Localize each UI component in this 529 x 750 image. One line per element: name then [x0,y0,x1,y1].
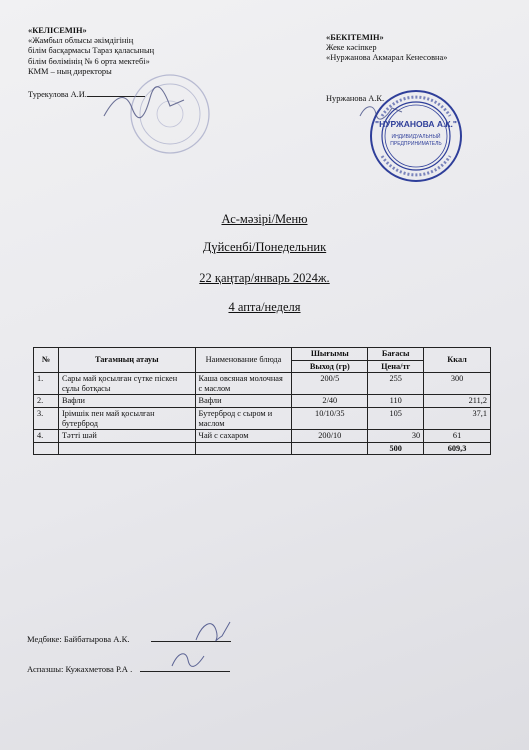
nurse-signature [190,614,234,648]
row-kcal: 37,1 [424,407,491,429]
row-num: 4. [34,430,59,443]
total-kcal: 609,3 [424,442,491,455]
row-name-ru: Каша овсяная молочная с маслом [195,373,292,395]
row-output: 200/5 [292,373,368,395]
approve-right-title: «БЕКІТЕМІН» [326,33,384,42]
total-price: 500 [368,442,424,455]
header-output: Шығымы [292,348,368,361]
row-name-ru: Чай с сахаром [195,430,292,443]
table-total-row [34,442,491,455]
approve-right-signer: Нуржанова А.К. [326,93,385,103]
row-output: 200/10 [292,430,368,443]
stamp-sub2: ПРЕДПРИНИМАТЕЛЬ [390,141,442,147]
menu-title: Ас-мәзірі/Меню [221,212,308,226]
approve-left-title: «КЕЛІСЕМІН» [28,26,87,35]
director-signature [98,86,190,126]
nurse-name: Медбике: Байбатырова А.К. [27,634,130,644]
row-num: 2. [34,395,59,408]
entrepreneur-signature [356,100,406,122]
row-name-kz: Ірімшік пен май қосылған бутерброд [58,407,195,429]
row-output: 10/10/35 [292,407,368,429]
table-row [34,430,491,443]
menu-table [33,347,491,455]
approve-left-line4: КММ – ның директоры [28,66,112,76]
row-price: 105 [368,407,424,429]
row-name-kz: Сары май қосылған сүтке піскен сұлы ботқасы [58,373,195,395]
menu-date: 22 қаңтар/январь 2024ж. [199,271,330,285]
row-name-kz: Тәтті шәй [58,430,195,443]
cook-name: Аспазшы: Кужахметова Р.А . [27,664,133,674]
approve-right-line2: «Нуржанова Акмарал Кенесовна» [326,53,448,63]
menu-day: Дүйсенбі/Понедельник [202,240,327,254]
row-price: 255 [368,373,424,395]
menu-week: 4 апта/неделя [228,300,301,314]
row-num: 1. [34,373,59,395]
row-name-kz: Вафли [58,395,195,408]
stamp-sub1: ИНДИВИДУАЛЬНЫЙ [391,134,441,140]
row-kcal: 211,2 [424,395,491,408]
header-num: № [34,348,59,373]
row-name-ru: Вафли [195,395,292,408]
header-kcal: Ккал [424,348,491,373]
table-row [34,407,491,429]
table-header-row [34,348,491,361]
row-output: 2/40 [292,395,368,408]
approve-left-line2: білім басқармасы Тараз қаласының [28,46,155,56]
approve-left-line1: «Жамбыл облысы әкімдігінің [28,36,134,46]
approve-right-line1: Жеке кәсіпкер [326,43,377,53]
header-output-sub: Выход (гр) [292,360,368,373]
row-kcal: 300 [424,373,491,395]
row-price: 110 [368,395,424,408]
header-price-sub: Цена/тг [368,360,424,373]
header-name-ru: Наименование блюда [195,348,292,373]
row-num: 3. [34,407,59,429]
cook-signature [168,646,208,674]
approve-left-line3: білім бөлімінің № 6 орта мектебі» [28,56,150,66]
row-kcal: 61 [424,430,491,443]
table-row [34,373,491,395]
row-name-ru: Бутерброд с сыром и маслом [195,407,292,429]
stamp-name: "НУРЖАНОВА А.К." [375,119,457,129]
table-row [34,395,491,408]
approve-left-signer: Турекулова А.И. [28,90,87,100]
row-price: 30 [368,430,424,443]
header-price: Бағасы [368,348,424,361]
header-name-kz: Тағамның атауы [58,348,195,373]
